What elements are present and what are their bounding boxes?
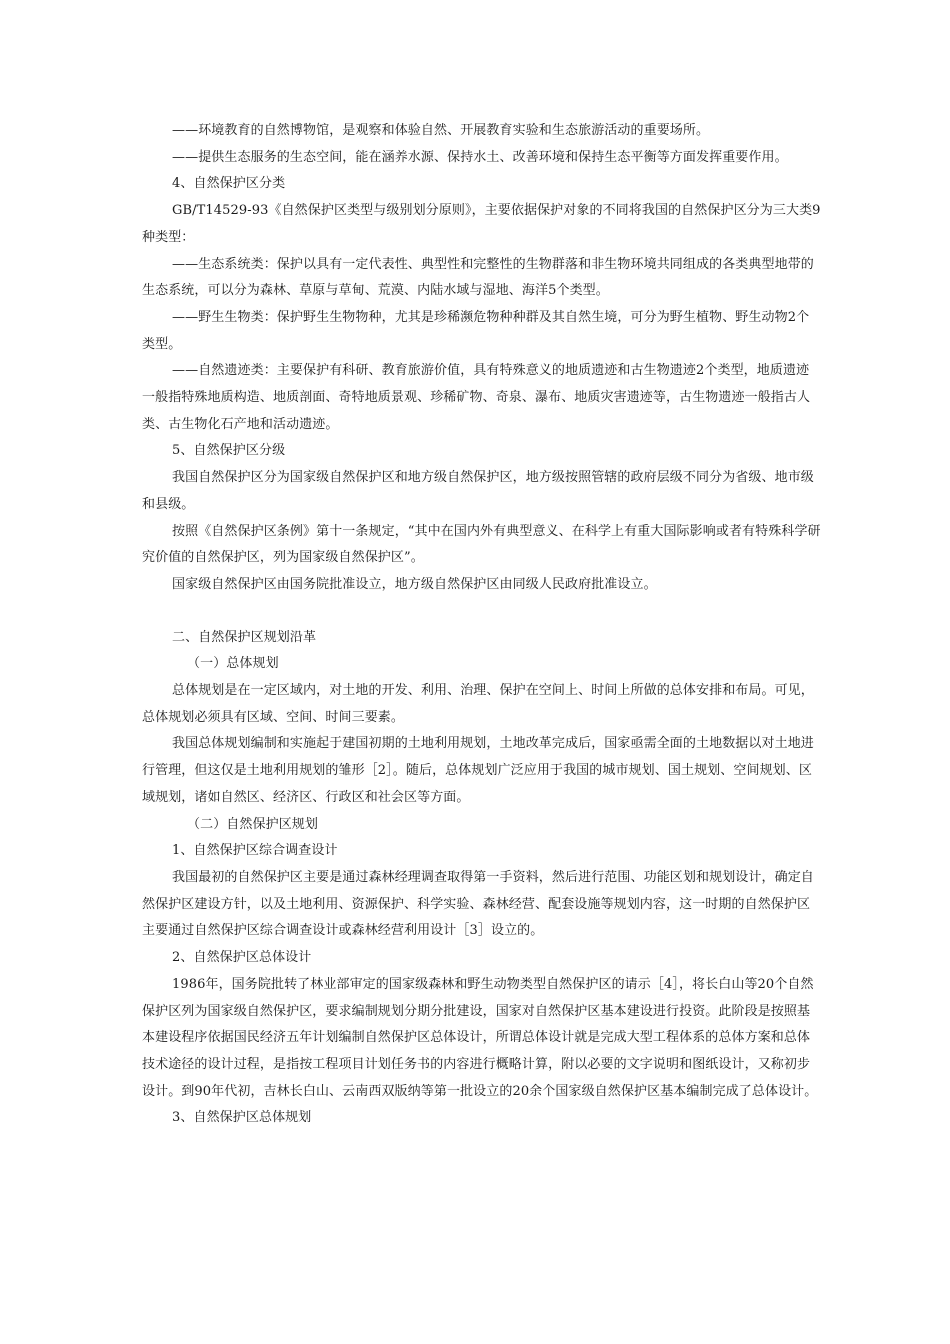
heading-comprehensive-survey: 1、自然保护区综合调查设计: [172, 843, 338, 859]
paragraph-classification-intro: GB/T14529-93《自然保护区类型与级别划分原则》，主要依据保护对象的不同将我国的自然保护区分为三大类9种类型：: [142, 203, 821, 245]
paragraph-ecological-space: ——提供生态服务的生态空间，能在涵养水源、保持水土、改善环境和保持生态平衡等方面发挥重要作用。: [172, 149, 788, 165]
paragraph-museum: ——环境教育的自然博物馆，是观察和体验自然、开展教育实验和生态旅游活动的重要场所。: [172, 123, 710, 138]
heading-reserve-planning: （二）自然保护区规划: [187, 816, 319, 832]
heading-master-planning: 3、自然保护区总体规划: [172, 1110, 312, 1126]
heading-overall-design: 2、自然保护区总体设计: [172, 950, 312, 966]
paragraph-overall-history: 我国总体规划编制和实施起于建国初期的土地利用规划，土地改革完成后，国家亟需全面的土地数据以对土地进行管理，但这仅是土地利用规划的雏形［2］。随后，总体规划广泛应用于我国的城市规划、国土规划、空间规划、区域规划，诸如自然区、经济区、行政区和社会区等方面。: [142, 736, 814, 805]
paragraph-overall-design: 1986年，国务院批转了林业部审定的国家级森林和野生动物类型自然保护区的请示［4］，将长白山等20个自然保护区列为国家级自然保护区，要求编制规划分期分批建设，国家对自然保护区基本建设进行投资。此阶段是按照基本建设程序依据国民经济五年计划编制自然保护区总体设计，所谓总体设计就是完成大型工程体系的总体方案和总体技术途径的设计过程，是指按工程项目计划任务书的内容进行概略计算，附以必要的文字说明和图纸设计，又称初步设计。到90年代初，吉林长白山、云南西双版纳等第一批设立的20余个国家级自然保护区基本编制完成了总体设计。: [142, 976, 818, 1099]
list-item-wildlife: ——野生生物类：保护野生生物物种，尤其是珍稀濒危物种种群及其自然生境，可分为野生植物、野生动物2个类型。: [142, 309, 810, 352]
heading-grading: 5、自然保护区分级: [172, 443, 286, 459]
heading-classification: 4、自然保护区分类: [172, 176, 286, 192]
paragraph-comprehensive-survey: 我国最初的自然保护区主要是通过森林经理调查取得第一手资料，然后进行范围、功能区划和规划设计，确定自然保护区建设方针，以及土地利用、资源保护、科学实验、森林经营、配套设施等规划内容，这一时期的自然保护区主要通过自然保护区综合调查设计或森林经营利用设计［3］设立的。: [142, 869, 814, 939]
paragraph-grading-levels: 我国自然保护区分为国家级自然保护区和地方级自然保护区，地方级按照管辖的政府层级不同分为省级、地市级和县级。: [142, 470, 814, 512]
document-page: [142, 118, 822, 1132]
paragraph-grading-regulation: 按照《自然保护区条例》第十一条规定，“其中在国内外有典型意义、在科学上有重大国际影响或者有特殊科学研究价值的自然保护区，列为国家级自然保护区”。: [142, 523, 821, 566]
heading-overall-planning: （一）总体规划: [187, 656, 279, 672]
paragraph-overall-definition: 总体规划是在一定区域内，对土地的开发、利用、治理、保护在空间上、时间上所做的总体安排和布局。可见，总体规划必须具有区域、空间、时间三要素。: [142, 683, 814, 725]
list-item-natural-relics: ——自然遗迹类：主要保护有科研、教育旅游价值，具有特殊意义的地质遗迹和古生物遗迹2个类型，地质遗迹一般指特殊地质构造、地质剖面、奇特地质景观、珍稀矿物、奇泉、瀑布、地质灾害遗迹等，古生物遗迹一般指古人类、古生物化石产地和活动遗迹。: [142, 363, 811, 432]
heading-planning-history: 二、自然保护区规划沿革: [172, 629, 317, 645]
section-spacer: [142, 599, 822, 625]
paragraph-grading-approval: 国家级自然保护区由国务院批准设立，地方级自然保护区由同级人民政府批准设立。: [172, 576, 657, 592]
list-item-ecosystem: ——生态系统类：保护以具有一定代表性、典型性和完整性的生物群落和非生物环境共同组成的各类典型地带的生态系统，可以分为森林、草原与草甸、荒漠、内陆水域与湿地、海洋5个类型。: [142, 256, 814, 299]
